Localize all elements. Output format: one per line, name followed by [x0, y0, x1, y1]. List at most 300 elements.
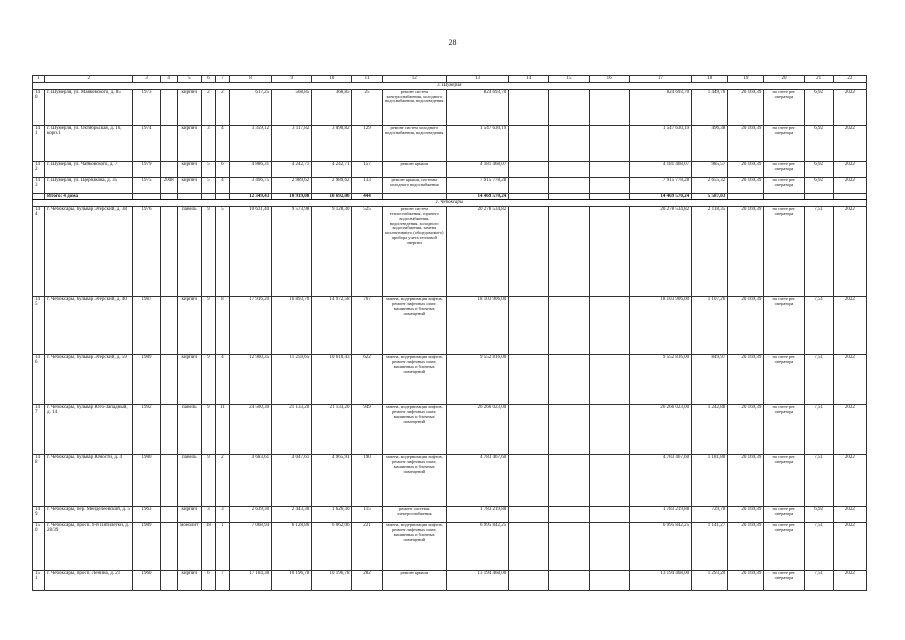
year-cell: 2022 [833, 570, 866, 590]
year-cell: 1963 [133, 506, 160, 522]
area-cell: 2 989,62 [312, 177, 352, 193]
column-number-cell: 4 [160, 76, 177, 83]
table-cell [509, 177, 549, 193]
cost-cell: 13 194 468,00 [446, 570, 508, 590]
account-cell: на счете рег. оператора [764, 161, 804, 177]
column-number-cell: 10 [312, 76, 352, 83]
table-cell [160, 193, 177, 200]
account-cell: на счете рег. оператора [764, 522, 804, 570]
work-type-cell: ремонт крыши [382, 570, 446, 590]
area-cell: 4 242,71 [312, 161, 352, 177]
cost-cell: 7 915 778,28 [629, 177, 691, 193]
unit-cost-cell: 1 242,88 [692, 404, 728, 454]
table-row [33, 125, 867, 161]
limit-cost-cell: 20 169,39 [728, 404, 764, 454]
limit-cost-cell: 20 169,39 [728, 206, 764, 296]
floors-cell: 5 [201, 177, 215, 193]
table-cell [509, 454, 549, 506]
total-cost: 14 469 570,24 [629, 193, 691, 200]
rate-cell: 6,92 [804, 161, 833, 177]
table-cell [549, 454, 589, 506]
residents-cell: 622 [352, 354, 382, 404]
area-cell: 21 133,20 [272, 404, 312, 454]
unit-cost-cell: 1 107,26 [692, 296, 728, 354]
address-cell: г. Шумерля, ул. Октябрьская, д. 16, корп.1 [45, 125, 133, 161]
column-number-cell: 21 [804, 76, 833, 83]
cost-cell: 9 552 816,00 [629, 354, 691, 404]
unit-cost-cell: 1 449,76 [692, 89, 728, 125]
address-cell: г. Чебоксары, просп. Ленина, д. 21 [45, 570, 133, 590]
section-title: г. Шумерля [33, 83, 867, 90]
residents-cell: 949 [352, 404, 382, 454]
table-cell [589, 296, 629, 354]
year-cell: 2022 [833, 296, 866, 354]
table-cell [201, 193, 215, 200]
work-type-cell: замена, модернизация лифтов, ремонт лифтовых шахт, машинных и блочных помещений [382, 404, 446, 454]
area-cell: 617,25 [229, 89, 271, 125]
table-cell [133, 193, 160, 200]
rate-cell: 6,92 [804, 125, 833, 161]
area-cell: 11 259,65 [272, 354, 312, 404]
cost-cell: 13 194 468,00 [629, 570, 691, 590]
area-cell: 3 359,12 [229, 125, 271, 161]
cost-cell: 7 915 778,28 [446, 177, 508, 193]
row-number: 145 [33, 296, 45, 354]
table-row [33, 89, 867, 125]
residents-cell: 129 [352, 125, 382, 161]
floors-cell: 3 [201, 506, 215, 522]
row-number: 148 [33, 454, 45, 506]
total-area: 12 349,43 [229, 193, 271, 200]
column-number-cell: 9 [272, 76, 312, 83]
table-cell [804, 193, 833, 200]
cost-cell: 1 547 630,19 [629, 125, 691, 161]
account-cell: на счете рег. оператора [764, 570, 804, 590]
cost-cell: 20 278 534,82 [629, 206, 691, 296]
area-cell: 10 610,43 [312, 354, 352, 404]
work-type-cell: замена, модернизация лифтов, ремонт лифтовых шахт, машинных и блочных помещений [382, 296, 446, 354]
table-cell [549, 193, 589, 200]
account-cell: на счете рег. оператора [764, 296, 804, 354]
work-type-cell: ремонт крыши, системы холодного водоснабжения [382, 177, 446, 193]
unit-cost-cell: 2 118,35 [692, 206, 728, 296]
account-cell: на счете рег. оператора [764, 206, 804, 296]
floors-cell: 9 [201, 454, 215, 506]
table-cell [549, 404, 589, 454]
table-cell [549, 296, 589, 354]
unit-cost-cell: 496,38 [692, 125, 728, 161]
table-cell [33, 193, 45, 200]
area-cell: 368,85 [312, 89, 352, 125]
entrances-cell: 3 [215, 506, 229, 522]
cost-cell: 824 693,70 [446, 89, 508, 125]
unit-cost-cell: 985,57 [692, 161, 728, 177]
address-cell: г. Чебоксары, бульвар Эгерский, д. 38 [45, 206, 133, 296]
entrances-cell: 4 [215, 177, 229, 193]
work-type-cell: ремонт крыши [382, 161, 446, 177]
area-cell: 3 117,82 [272, 125, 312, 161]
cost-cell: 1 783 219,88 [629, 506, 691, 522]
table-cell [549, 506, 589, 522]
work-type-cell: замена, модернизация лифтов, ремонт лифтовых шахт, машинных и блочных помещений [382, 454, 446, 506]
cost-cell: 824 693,70 [629, 89, 691, 125]
table-cell [382, 193, 446, 200]
area-cell: 10 196,78 [312, 570, 352, 590]
entrances-cell: 4 [215, 354, 229, 404]
year-cell: 1976 [133, 206, 160, 296]
rate-cell: 7,51 [804, 296, 833, 354]
area-cell: 16 893,70 [272, 296, 312, 354]
year-cell: 1989 [133, 522, 160, 570]
column-number-cell: 22 [833, 76, 866, 83]
material-cell: панель [177, 206, 201, 296]
area-cell: 17 184,38 [229, 570, 271, 590]
account-cell: на счете рег. оператора [764, 177, 804, 193]
table-cell [177, 193, 201, 200]
year-cell: 2022 [833, 522, 866, 570]
area-cell: 21 133,20 [312, 404, 352, 454]
year-cell: 1979 [133, 161, 160, 177]
table-cell [160, 454, 177, 506]
year-cell: 1987 [133, 296, 160, 354]
table-cell [215, 193, 229, 200]
entrances-cell: 5 [215, 206, 229, 296]
area-cell: 2 989,62 [272, 177, 312, 193]
rate-cell: 6,92 [804, 506, 833, 522]
area-cell: 12 900,35 [229, 354, 271, 404]
entrances-cell: 2 [215, 89, 229, 125]
table-cell [160, 404, 177, 454]
table-cell [549, 206, 589, 296]
address-cell: г. Шумерля, ул. Чайковского, д. 7 [45, 161, 133, 177]
row-number: 149 [33, 506, 45, 522]
floors-cell: 18 [201, 522, 215, 570]
table-cell [589, 570, 629, 590]
table-cell [549, 177, 589, 193]
table-cell [589, 354, 629, 404]
cost-cell: 26 266 023,00 [446, 404, 508, 454]
cost-cell: 18 103 906,00 [446, 296, 508, 354]
column-number-row [33, 76, 867, 83]
year-cell: 2022 [833, 354, 866, 404]
year-cell: 2022 [833, 506, 866, 522]
total-row [33, 193, 867, 200]
area-cell: 7 068,94 [229, 522, 271, 570]
account-cell: на счете рег. оператора [764, 89, 804, 125]
address-cell: г. Чебоксары, просп. 9-й Пятилетки, д. 28/39 [45, 522, 133, 570]
address-cell: г. Шумерля, ул. Маяковского, д. 85 [45, 89, 133, 125]
column-number-cell: 2 [45, 76, 133, 83]
column-number-cell: 17 [629, 76, 691, 83]
rate-cell: 7,51 [804, 522, 833, 570]
residents-cell: 767 [352, 296, 382, 354]
work-type-cell: ремонт систем холодного водоснабжения, водоотведения [382, 125, 446, 161]
table-row [33, 206, 867, 296]
rate-cell: 6,92 [804, 177, 833, 193]
cost-cell: 6 995 842,25 [446, 522, 508, 570]
area-cell: 4 965,91 [312, 454, 352, 506]
table-cell [549, 570, 589, 590]
capital-repair-table [32, 75, 867, 591]
table-cell [549, 354, 589, 404]
rate-cell: 7,51 [804, 354, 833, 404]
residents-cell: 115 [352, 506, 382, 522]
table-row [33, 177, 867, 193]
year-cell: 2022 [833, 177, 866, 193]
floors-cell: 9 [201, 354, 215, 404]
year-cell: 2022 [833, 125, 866, 161]
cost-cell: 6 995 842,25 [629, 522, 691, 570]
year-cell: 1960 [133, 570, 160, 590]
table-cell [160, 89, 177, 125]
year-cell: 2022 [833, 404, 866, 454]
unit-cost-cell: 849,97 [692, 354, 728, 404]
table-cell [589, 404, 629, 454]
table-cell [549, 125, 589, 161]
cost-cell: 20 278 534,82 [446, 206, 508, 296]
section-title: г. Чебоксары [33, 200, 867, 207]
floors-cell: 9 [201, 206, 215, 296]
column-number-cell: 13 [446, 76, 508, 83]
entrances-cell: 2 [215, 454, 229, 506]
material-cell: кирпич [177, 161, 201, 177]
area-cell: 4 242,71 [272, 161, 312, 177]
material-cell: монолит [177, 522, 201, 570]
section-header-row [33, 200, 867, 207]
limit-cost-cell: 20 169,39 [728, 177, 764, 193]
area-cell: 4 047,61 [272, 454, 312, 506]
area-cell: 6 062,06 [312, 522, 352, 570]
year-cell: 1975 [133, 177, 160, 193]
unit-cost-cell: 1 181,80 [692, 454, 728, 506]
cost-cell: 4 181 468,07 [629, 161, 691, 177]
total-area: 10 692,00 [312, 193, 352, 200]
table-row [33, 404, 867, 454]
table-cell [509, 506, 549, 522]
column-number-cell: 14 [509, 76, 549, 83]
column-number-cell: 19 [728, 76, 764, 83]
table-cell [509, 570, 549, 590]
residents-cell: 133 [352, 177, 382, 193]
total-residents: 444 [352, 193, 382, 200]
row-number: 142 [33, 161, 45, 177]
rate-cell: 7,51 [804, 454, 833, 506]
column-number-cell: 11 [352, 76, 382, 83]
limit-cost-cell: 20 169,39 [728, 161, 764, 177]
cost-cell: 4 783 467,60 [446, 454, 508, 506]
work-type-cell: ремонт систем электроснабжения, холодного водоснабжения, водоотведения [382, 89, 446, 125]
row-number: 144 [33, 206, 45, 296]
table-cell [160, 506, 177, 522]
material-cell: панель [177, 454, 201, 506]
table-row [33, 161, 867, 177]
rate-cell: 7,51 [804, 404, 833, 454]
cost-cell: 4 181 468,07 [446, 161, 508, 177]
table-cell [509, 296, 549, 354]
cost-cell: 1 783 219,88 [446, 506, 508, 522]
year-cell: 1974 [133, 125, 160, 161]
floors-cell: 9 [201, 404, 215, 454]
table-cell [589, 177, 629, 193]
table-cell [589, 125, 629, 161]
cost-cell: 1 547 630,19 [446, 125, 508, 161]
limit-cost-cell: 20 169,39 [728, 522, 764, 570]
table-cell [160, 125, 177, 161]
row-number: 141 [33, 125, 45, 161]
material-cell: кирпич [177, 354, 201, 404]
address-cell: г. Чебоксары, пер. Менделеевский, д. 5 [45, 506, 133, 522]
area-cell: 17 916,20 [229, 296, 271, 354]
column-number-cell: 8 [229, 76, 271, 83]
table-row [33, 570, 867, 590]
floors-cell: 5 [201, 161, 215, 177]
table-cell [160, 296, 177, 354]
limit-cost-cell: 20 169,39 [728, 454, 764, 506]
table-cell [509, 89, 549, 125]
area-cell: 4 886,31 [229, 161, 271, 177]
entrances-cell: 6 [215, 161, 229, 177]
entrances-cell: 4 [215, 125, 229, 161]
row-number: 151 [33, 570, 45, 590]
total-unit-cost: 5 587,03 [692, 193, 728, 200]
area-cell: 3 496,75 [229, 177, 271, 193]
area-cell: 9 128,30 [312, 206, 352, 296]
year-cell: 1973 [133, 89, 160, 125]
material-cell: кирпич [177, 89, 201, 125]
table-cell [833, 193, 866, 200]
table-cell [728, 193, 764, 200]
rate-cell: 6,92 [804, 89, 833, 125]
column-number-cell: 16 [589, 76, 629, 83]
table-cell [589, 161, 629, 177]
table-cell [160, 206, 177, 296]
table-cell [589, 506, 629, 522]
column-number-cell: 15 [549, 76, 589, 83]
floors-cell: 3 [201, 125, 215, 161]
cost-cell: 4 783 467,60 [629, 454, 691, 506]
table-row [33, 506, 867, 522]
column-number-cell: 1 [33, 76, 45, 83]
entrances-cell: 11 [215, 404, 229, 454]
cost-cell: 9 552 816,00 [446, 354, 508, 404]
work-type-cell: ремонт системы электроснабжения [382, 506, 446, 522]
address-cell: г. Чебоксары, бульвар Юго-Западный, д. 14 [45, 404, 133, 454]
row-number: 140 [33, 89, 45, 125]
entrances-cell: 1 [215, 522, 229, 570]
material-cell: кирпич [177, 296, 201, 354]
table-cell [509, 125, 549, 161]
table-cell [160, 354, 177, 404]
account-cell: на счете рег. оператора [764, 404, 804, 454]
residents-cell: 157 [352, 161, 382, 177]
column-number-cell: 5 [177, 76, 201, 83]
floors-cell: 2 [201, 89, 215, 125]
table-cell [549, 522, 589, 570]
account-cell: на счете рег. оператора [764, 354, 804, 404]
limit-cost-cell: 20 169,39 [728, 89, 764, 125]
table-row [33, 454, 867, 506]
cost-cell: 18 103 906,00 [629, 296, 691, 354]
area-cell: 1 626,30 [312, 506, 352, 522]
unit-cost-cell: 1 293,20 [692, 570, 728, 590]
address-cell: г. Шумерля, ул. Щербакова, д. 35 [45, 177, 133, 193]
residents-cell: 221 [352, 522, 382, 570]
year-cell: 1980 [133, 454, 160, 506]
year-cell: 2022 [833, 454, 866, 506]
floors-cell: 6 [201, 570, 215, 590]
address-cell: г. Чебоксары, бульвар Эгерский, д. 59 [45, 354, 133, 404]
year-cell: 2022 [833, 161, 866, 177]
address-cell: г. Чебоксары, бульвар Эгерский, д. 40 [45, 296, 133, 354]
unit-cost-cell: 1 141,27 [692, 522, 728, 570]
table-cell [160, 161, 177, 177]
material-cell: кирпич [177, 506, 201, 522]
work-type-cell: ремонт систем теплоснабжения, горячего водоснабжения, водоотведения, холодного водоснабжения, замена коллективного (общедомового) прибора учета тепловой энергии [382, 206, 446, 296]
account-cell: на счете рег. оператора [764, 125, 804, 161]
table-cell [509, 404, 549, 454]
area-cell: 6 128,86 [272, 522, 312, 570]
table-cell [160, 570, 177, 590]
limit-cost-cell: 20 169,39 [728, 125, 764, 161]
material-cell: кирпич [177, 177, 201, 193]
table-cell [509, 193, 549, 200]
year-cell: 1989 [133, 354, 160, 404]
page-number: 28 [448, 38, 457, 47]
limit-cost-cell: 20 169,39 [728, 354, 764, 404]
table-cell [589, 193, 629, 200]
table-cell: 2008 [160, 177, 177, 193]
area-cell: 10 196,78 [272, 570, 312, 590]
table-cell [509, 354, 549, 404]
row-number: 143 [33, 177, 45, 193]
column-number-cell: 7 [215, 76, 229, 83]
column-number-cell: 20 [764, 76, 804, 83]
area-cell: 2 639,30 [229, 506, 271, 522]
column-number-cell: 3 [133, 76, 160, 83]
column-number-cell: 12 [382, 76, 446, 83]
area-cell: 2 443,30 [272, 506, 312, 522]
row-number: 150 [33, 522, 45, 570]
area-cell: 568,85 [272, 89, 312, 125]
area-cell: 3 090,82 [312, 125, 352, 161]
unit-cost-cell: 729,78 [692, 506, 728, 522]
total-label: Итого: 4 дома [45, 193, 133, 200]
table-row [33, 354, 867, 404]
area-cell: 10 631,40 [229, 206, 271, 296]
rate-cell: 7,51 [804, 206, 833, 296]
entrances-cell: 7 [215, 570, 229, 590]
account-cell: на счете рег. оператора [764, 454, 804, 506]
table-row [33, 522, 867, 570]
work-type-cell: замена, модернизация лифтов, ремонт лифтовых шахт, машинных и блочных помещений [382, 522, 446, 570]
table-cell [160, 522, 177, 570]
table-cell [589, 454, 629, 506]
work-type-cell: замена, модернизация лифтов, ремонт лифтовых шахт, машинных и блочных помещений [382, 354, 446, 404]
floors-cell: 9 [201, 296, 215, 354]
row-number: 146 [33, 354, 45, 404]
limit-cost-cell: 20 169,39 [728, 296, 764, 354]
residents-cell: 525 [352, 206, 382, 296]
column-number-cell: 6 [201, 76, 215, 83]
unit-cost-cell: 2 655,32 [692, 177, 728, 193]
residents-cell: 190 [352, 454, 382, 506]
total-cost: 14 469 570,24 [446, 193, 508, 200]
limit-cost-cell: 20 169,39 [728, 570, 764, 590]
material-cell: кирпич [177, 570, 201, 590]
limit-cost-cell: 20 169,39 [728, 506, 764, 522]
entrances-cell: 8 [215, 296, 229, 354]
area-cell: 24 500,30 [229, 404, 271, 454]
